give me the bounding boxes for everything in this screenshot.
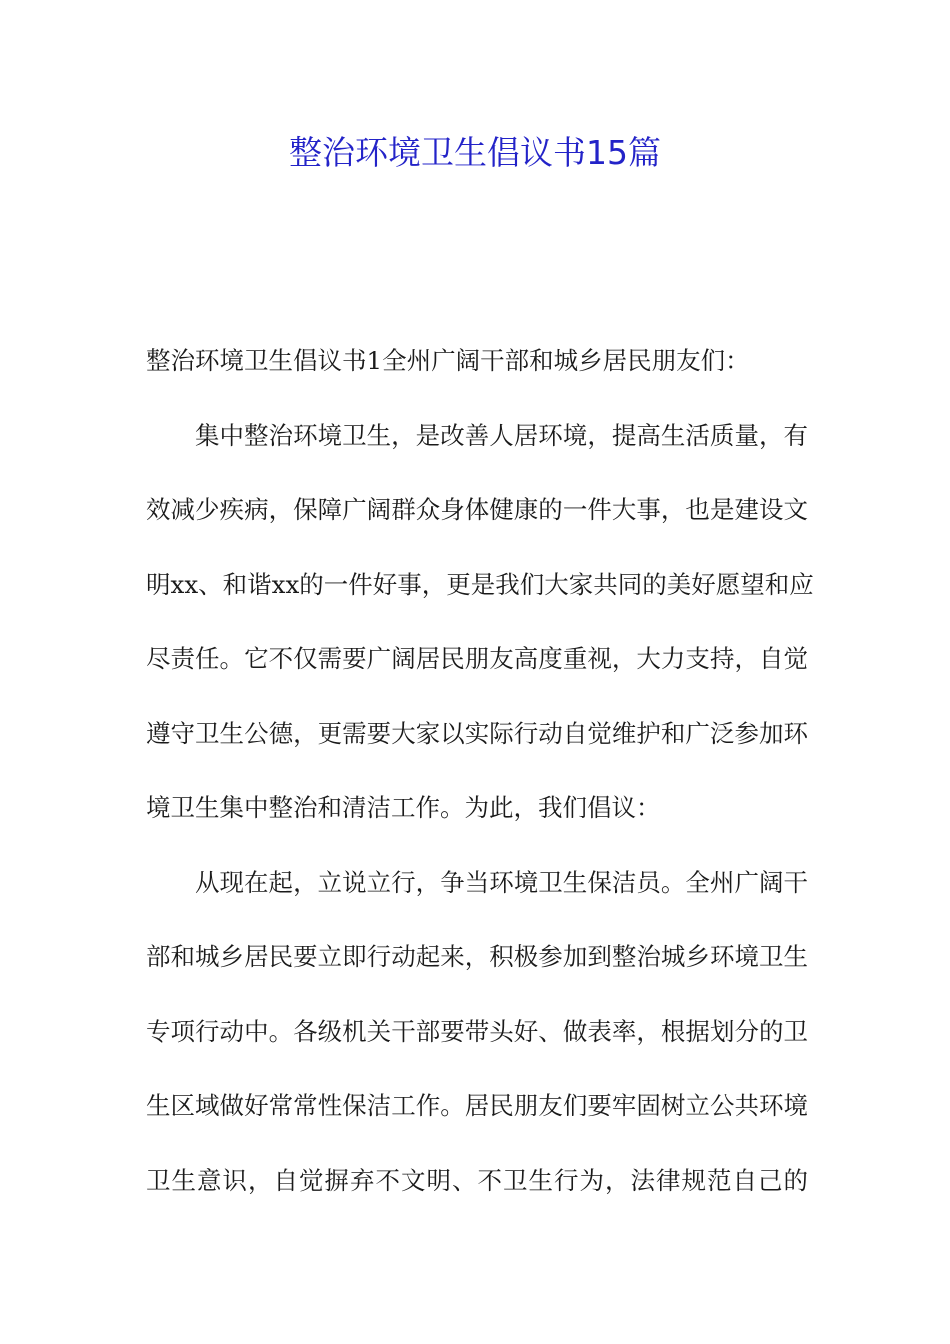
document-body xyxy=(146,336,814,1230)
body-line-11: 生区域做好常常性保洁工作。居民朋友们要牢固树立公共环境 xyxy=(146,1091,808,1120)
body-line-7: 境卫生集中整治和清洁工作。为此，我们倡议： xyxy=(146,793,661,822)
body-line-1: 整治环境卫生倡议书1全州广阔干部和城乡居民朋友们： xyxy=(146,346,750,375)
body-line-9: 部和城乡居民要立即行动起来，积极参加到整治城乡环境卫生 xyxy=(146,942,808,971)
body-line-4: 明xx、和谐xx的一件好事，更是我们大家共同的美好愿望和应 xyxy=(146,569,814,599)
body-line-12: 卫生意识，自觉摒弃不文明、不卫生行为，法律规范自己的 xyxy=(146,1165,808,1195)
document-title: 整治环境卫生倡议书15篇 xyxy=(289,133,661,172)
body-line-10: 专项行动中。各级机关干部要带头好、做表率，根据划分的卫 xyxy=(146,1016,808,1046)
body-line-2: 集中整治环境卫生，是改善人居环境，提高生活质量，有 xyxy=(195,420,808,450)
body-line-5: 尽责任。它不仅需要广阔居民朋友高度重视，大力支持，自觉 xyxy=(146,644,808,673)
body-line-8: 从现在起，立说立行，争当环境卫生保洁员。全州广阔干 xyxy=(195,867,808,897)
body-line-3: 效减少疾病，保障广阔群众身体健康的一件大事，也是建设文 xyxy=(146,495,808,524)
body-line-6: 遵守卫生公德，更需要大家以实际行动自觉维护和广泛参加环 xyxy=(146,718,808,748)
